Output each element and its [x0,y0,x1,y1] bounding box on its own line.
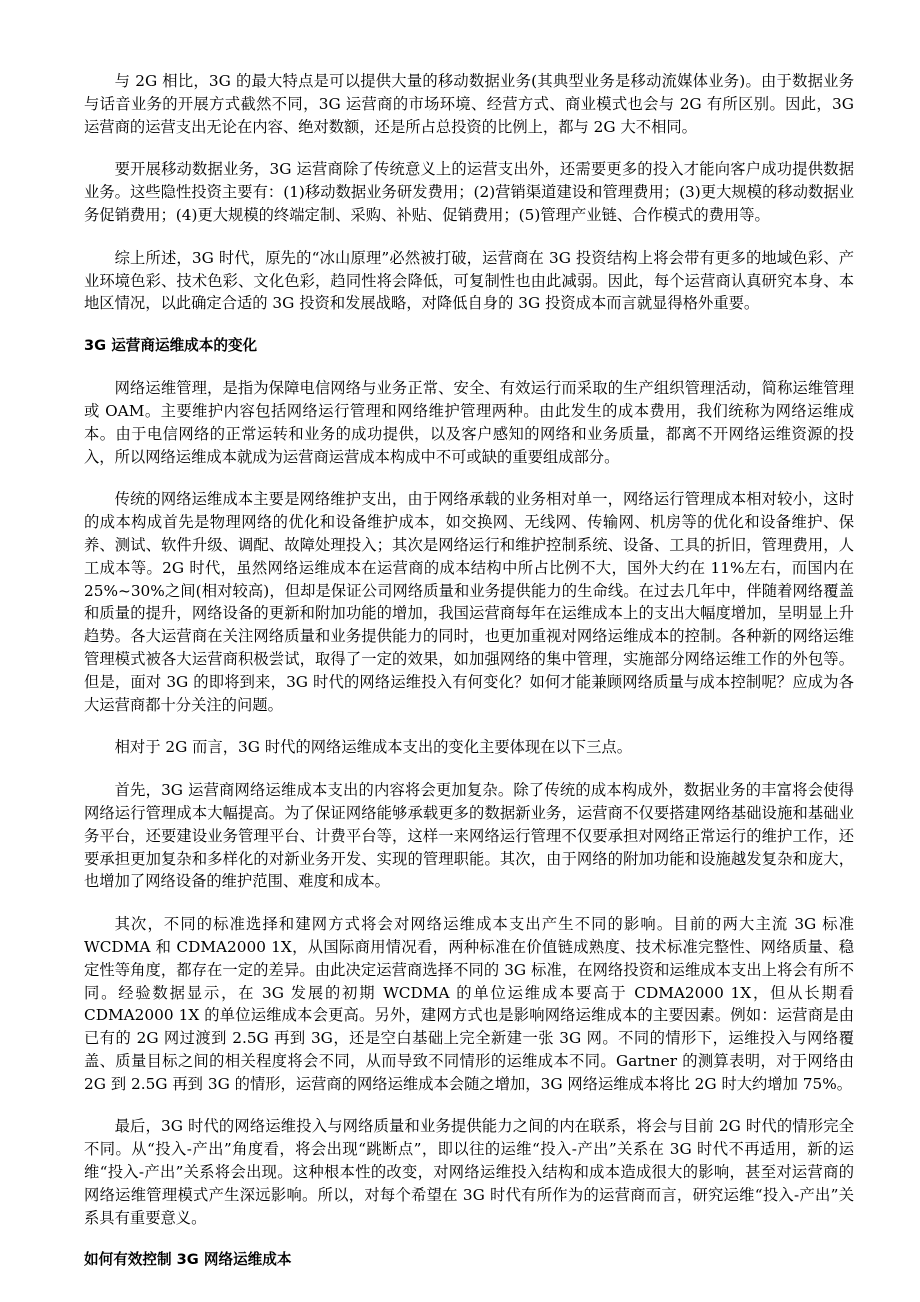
paragraph: 综上所述，3G 时代，原先的“冰山原理”必然被打破，运营商在 3G 投资结构上将会带有更多的地域色彩、产业环境色彩、技术色彩、文化色彩，趋同性将会降低，可复制性也由此减弱。因此，每个运营商认真研究本身、本地区情况，以此确定合适的 3G 投资和发展战略，对降低自身的 3G 投资成本而言就显得格外重要。 [84,248,854,313]
paragraph: 要开展移动数据业务，3G 运营商除了传统意义上的运营支出外，还需要更多的投入才能向客户成功提供数据业务。这些隐性投资主要有：(1)移动数据业务研发费用；(2)营销渠道建设和管理费用；(3)更大规模的移动数据业务促销费用；(4)更大规模的终端定制、采购、补贴、促销费用；(5)管理产业链、合作模式的费用等。 [84,160,854,224]
document-body [84,70,854,1291]
paragraph: 网络运维管理，是指为保障电信网络与业务正常、安全、有效运行而采取的生产组织管理活动，简称运维管理或 OAM。主要维护内容包括网络运行管理和网络维护管理两种。由此发生的成本费用，我们统称为网络运维成本。由于电信网络的正常运转和业务的成功提供，以及客户感知的网络和业务质量，都离不开网络运维资源的投入，所以网络运维成本就成为运营商运营成本构成中不可或缺的重要组成部分。 [84,379,854,466]
paragraph: 传统的网络运维成本主要是网络维护支出，由于网络承载的业务相对单一，网络运行管理成本相对较小，这时的成本构成首先是物理网络的优化和设备维护成本，如交换网、无线网、传输网、机房等的优化和设备维护、保养、测试、软件升级、调配、故障处理投入；其次是网络运行和维护控制系统、设备、工具的折旧，管理费用，人工成本等。2G 时代，虽然网络运维成本在运营商的成本结构中所占比例不大，国外大约在 11%左右，而国内在 25%~30%之间(相对较高)，但却是保证公司网络质量和业务提供能力的生命线。在过去几年中，伴随着网络覆盖和质量的提升，网络设备的更新和附加功能的增加，我国运营商每年在运维成本上的支出大幅度增加，呈明显上升趋势。各大运营商在关注网络质量和业务提供能力的同时，也更加重视对网络运维成本的控制。各种新的网络运维管理模式被各大运营商积极尝试，取得了一定的效果，如加强网络的集中管理，实施部分网络运维工作的外包等。但是，面对 3G 的即将到来，3G 时代的网络运维投入有何变化？如何才能兼顾网络质量与成本控制呢？应成为各大运营商都十分关注的问题。 [84,490,854,714]
paragraph: 最后，3G 时代的网络运维投入与网络质量和业务提供能力之间的内在联系，将会与目前 2G 时代的情形完全不同。从“投入-产出”角度看，将会出现“跳断点”，即以往的运维“投入-产出”关系在 3G 时代不再适用，新的运维“投入-产出”关系将会出现。这种根本性的改变，对网络运维投入结构和成本造成很大的影响，甚至对运营商的网络运维管理模式产生深远影响。所以，对每个希望在 3G 时代有所作为的运营商而言，研究运维“投入-产出”关系具有重要意义。 [84,1117,854,1227]
paragraph: 首先，3G 运营商网络运维成本支出的内容将会更加复杂。除了传统的成本构成外，数据业务的丰富将会使得网络运行管理成本大幅提高。为了保证网络能够承载更多的数据新业务，运营商不仅要搭建网络基础设施和基础业务平台，还要建设业务管理平台、计费平台等，这样一来网络运行管理不仅要承担对网络正常运行的维护工作，还要承担更加复杂和多样化的对新业务开发、实现的管理职能。其次，由于网络的附加功能和设施越发复杂和庞大，也增加了网络设备的维护范围、难度和成本。 [84,781,854,891]
section-heading: 3G 运营商运维成本的变化 [84,337,258,355]
section-heading: 如何有效控制 3G 网络运维成本 [84,1251,292,1269]
paragraph: 其次，不同的标准选择和建网方式将会对网络运维成本支出产生不同的影响。目前的两大主流 3G 标准 WCDMA 和 CDMA2000 1X，从国际商用情况看，两种标准在价值链成熟度、技术标准完整性、网络质量、稳定性等角度，都存在一定的差异。由此决定运营商选择不同的 3G 标准，在网络投资和运维成本支出上将会有所不同。经验数据显示，在 3G 发展的初期 WCDMA 的单位运维成本要高于 CDMA2000 1X，但从长期看 CDMA2000 1X 的单位运维成本会更高。另外，建网方式也是影响网络运维成本的主要因素。例如：运营商是由已有的 2G 网过渡到 2.5G 再到 3G，还是空白基础上完全新建一张 3G 网。不同的情形下，运维投入与网络覆盖、质量目标之间的相关程度将会不同，从而导致不同情形的运维成本不同。Gartner 的测算表明，对于网络由 2G 到 2.5G 再到 3G 的情形，运营商的网络运维成本会随之增加，3G 网络运维成本将比 2G 时大约增加 75%。 [84,915,854,1093]
paragraph: 相对于 2G 而言，3G 时代的网络运维成本支出的变化主要体现在以下三点。 [114,738,632,757]
paragraph: 与 2G 相比，3G 的最大特点是可以提供大量的移动数据业务(其典型业务是移动流媒体业务)。由于数据业务与话音业务的开展方式截然不同，3G 运营商的市场环境、经营方式、商业模式也会与 2G 有所区别。因此，3G 运营商的运营支出无论在内容、绝对数额，还是所占总投资的比例上，都与 2G 大不相同。 [84,72,854,136]
